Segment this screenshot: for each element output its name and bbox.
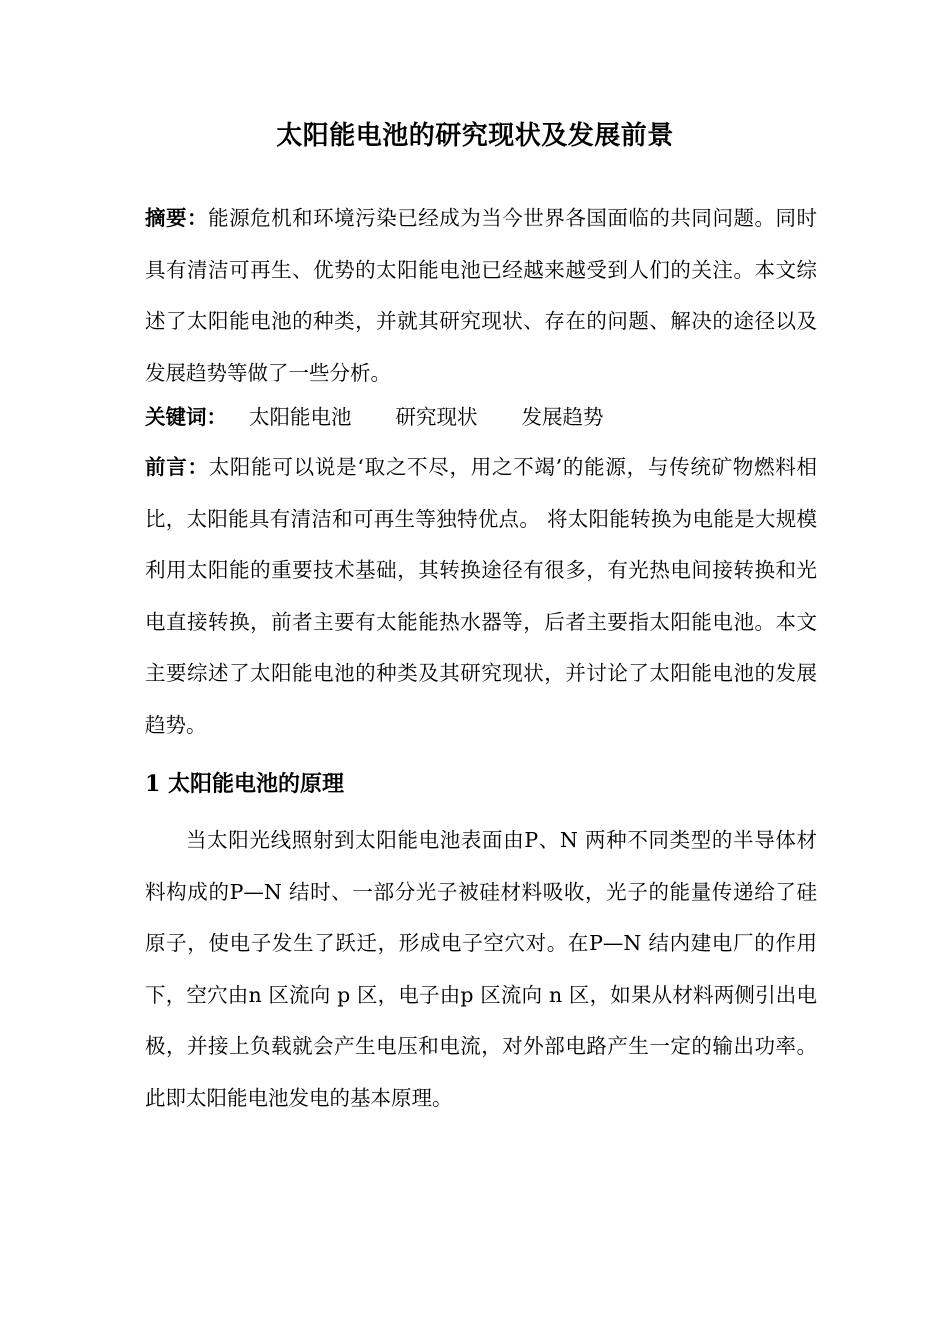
principle-paragraph: 当太阳光线照射到太阳能电池表面由P、N 两种不同类型的半导体材料构成的P—N 结时、一部分光子被硅材料吸收，光子的能量传递给了硅原子，使电子发生了跃迁，形成电子空穴对。在P—N 结内建电厂的作用下，空穴由n 区流向 p 区，电子由p 区流向 n 区，如果从材料两侧引出电极，并接上负载就会产生电压和电流，对外部电路产生一定的输出功率。此即太阳能电池发电的基本原理。: [145, 828, 817, 1110]
abstract-label: 摘要：: [145, 206, 209, 230]
intro-text: 太阳能可以说是‘取之不尽，用之不竭’的能源，与传统矿物燃料相比，太阳能具有清洁和可再生等独特优点。 将太阳能转换为电能是大规模利用太阳能的重要技术基础，其转换途径有很多，有光热电间接转换和光电直接转换，前者主要有太能能热水器等，后者主要指太阳能电池。本文主要综述了太阳能电池的种类及其研究现状，并讨论了太阳能电池的发展趋势。: [145, 455, 818, 737]
keyword-item: 太阳能电池: [249, 405, 352, 429]
abstract-paragraph: [145, 193, 817, 399]
intro-label: 前言：: [145, 455, 209, 479]
keyword-item: 发展趋势: [521, 405, 604, 429]
abstract-text: 能源危机和环境污染已经成为当今世界各国面临的共同问题。同时具有清洁可再生、优势的太阳能电池已经越来越受到人们的关注。本文综述了太阳能电池的种类，并就其研究现状、存在的问题、解决的途径以及发展趋势等做了一些分析。: [145, 206, 818, 385]
keywords-label: 关键词：: [145, 405, 227, 429]
keywords-line: [145, 392, 817, 443]
intro-paragraph: [145, 442, 817, 751]
keyword-item: 研究现状: [395, 405, 478, 429]
section-heading: 1 太阳能电池的原理: [145, 771, 344, 797]
document-title: 太阳能电池的研究现状及发展前景: [276, 121, 674, 151]
